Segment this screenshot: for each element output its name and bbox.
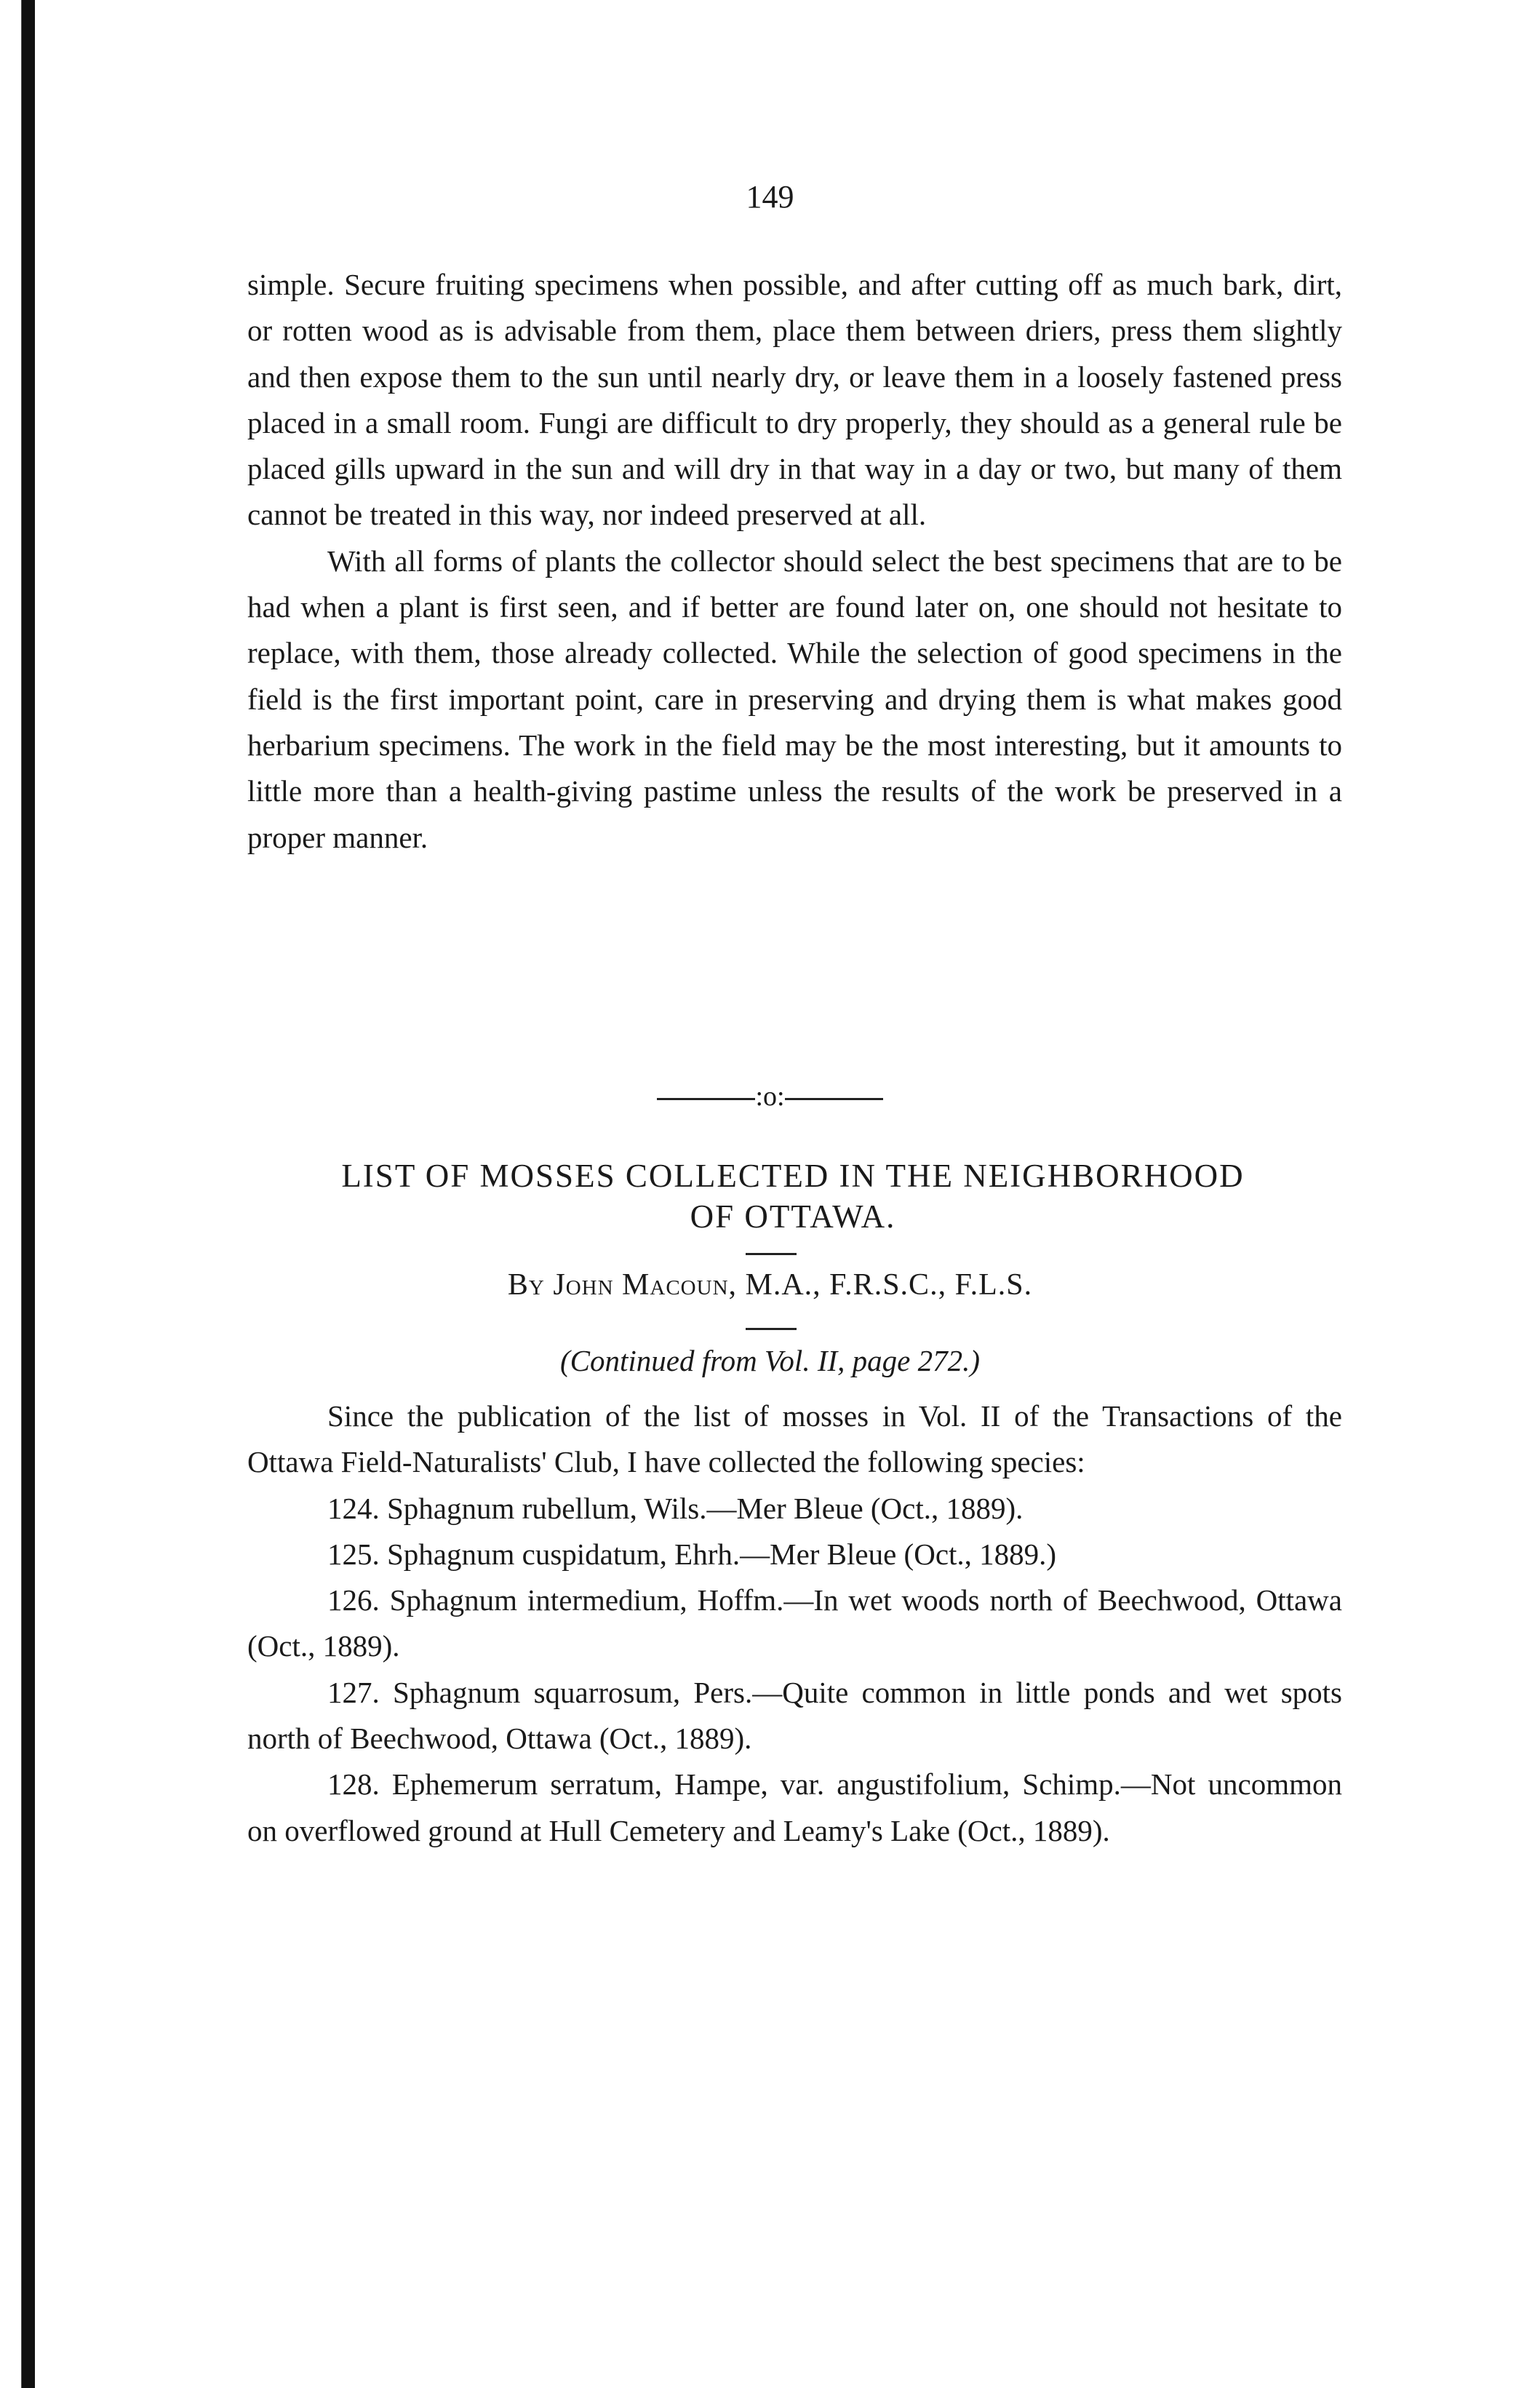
- continued-note: (Continued from Vol. II, page 272.): [560, 1344, 980, 1377]
- separator-rule-left: [657, 1098, 755, 1100]
- byline: By John Macoun, M.A., F.R.S.C., F.L.S.: [507, 1268, 1033, 1302]
- binding-edge: [0, 0, 35, 2388]
- separator-mark: :o:: [755, 1081, 785, 1112]
- paragraph: With all forms of plants the collector should select the best specimens that are to be had when a plant is first seen, and if better are found later on, one should not hesitate to replace, with them, those already collected. While the selection of good specimens in the field is the first important point, care in preserving and drying them is what makes good herbarium specimens. The work in the field may be the most interesting, but it amounts to little more than a health-giving pastime unless the results of the work be preserved in a proper manner.: [247, 544, 1342, 854]
- list-item: 125. Sphagnum cuspidatum, Ehrh.—Mer Bleue (Oct., 1889.): [327, 1537, 1057, 1571]
- article-title-line: OF OTTAWA.: [690, 1198, 896, 1235]
- article-intro: Since the publication of the list of mosses in Vol. II of the Transactions of the Ottawa Field-Naturalists' Club, I have collected the following species:: [247, 1399, 1342, 1479]
- list-item: 128. Ephemerum serratum, Hampe, var. angustifolium, Schimp.—Not uncommon on overflowed ground at Hull Cemetery and Leamy's Lake (Oct., 1889).: [247, 1767, 1342, 1847]
- species-list: [247, 1393, 1342, 1854]
- list-item: 126. Sphagnum intermedium, Hoffm.—In wet woods north of Beechwood, Ottawa (Oct., 1889).: [247, 1583, 1342, 1663]
- list-item: 127. Sphagnum squarrosum, Pers.—Quite common in little ponds and wet spots north of Beechwood, Ottawa (Oct., 1889).: [247, 1675, 1342, 1756]
- list-item: 124. Sphagnum rubellum, Wils.—Mer Bleue (Oct., 1889).: [327, 1491, 1024, 1525]
- intro-section: [247, 262, 1342, 861]
- section-separator: [0, 1080, 1540, 1113]
- paragraph: simple. Secure fruiting specimens when possible, and after cutting off as much bark, dirt, or rotten wood as is advisable from them, place them between driers, press them slightly and then expose them to the sun until nearly dry, or leave them in a loosely fastened press placed in a small room. Fungi are difficult to dry properly, they should as a general rule be placed gills upward in the sun and will dry in that way in a day or two, but many of them cannot be treated in this way, nor indeed preserved at all.: [247, 268, 1342, 532]
- page-number: 149: [746, 179, 794, 215]
- title-rule: [746, 1253, 797, 1255]
- separator-rule-right: [785, 1098, 883, 1100]
- article-title: [218, 1155, 1368, 1237]
- byline-rule: [746, 1328, 797, 1330]
- article-title-line: LIST OF MOSSES COLLECTED IN THE NEIGHBORHOOD: [341, 1158, 1245, 1194]
